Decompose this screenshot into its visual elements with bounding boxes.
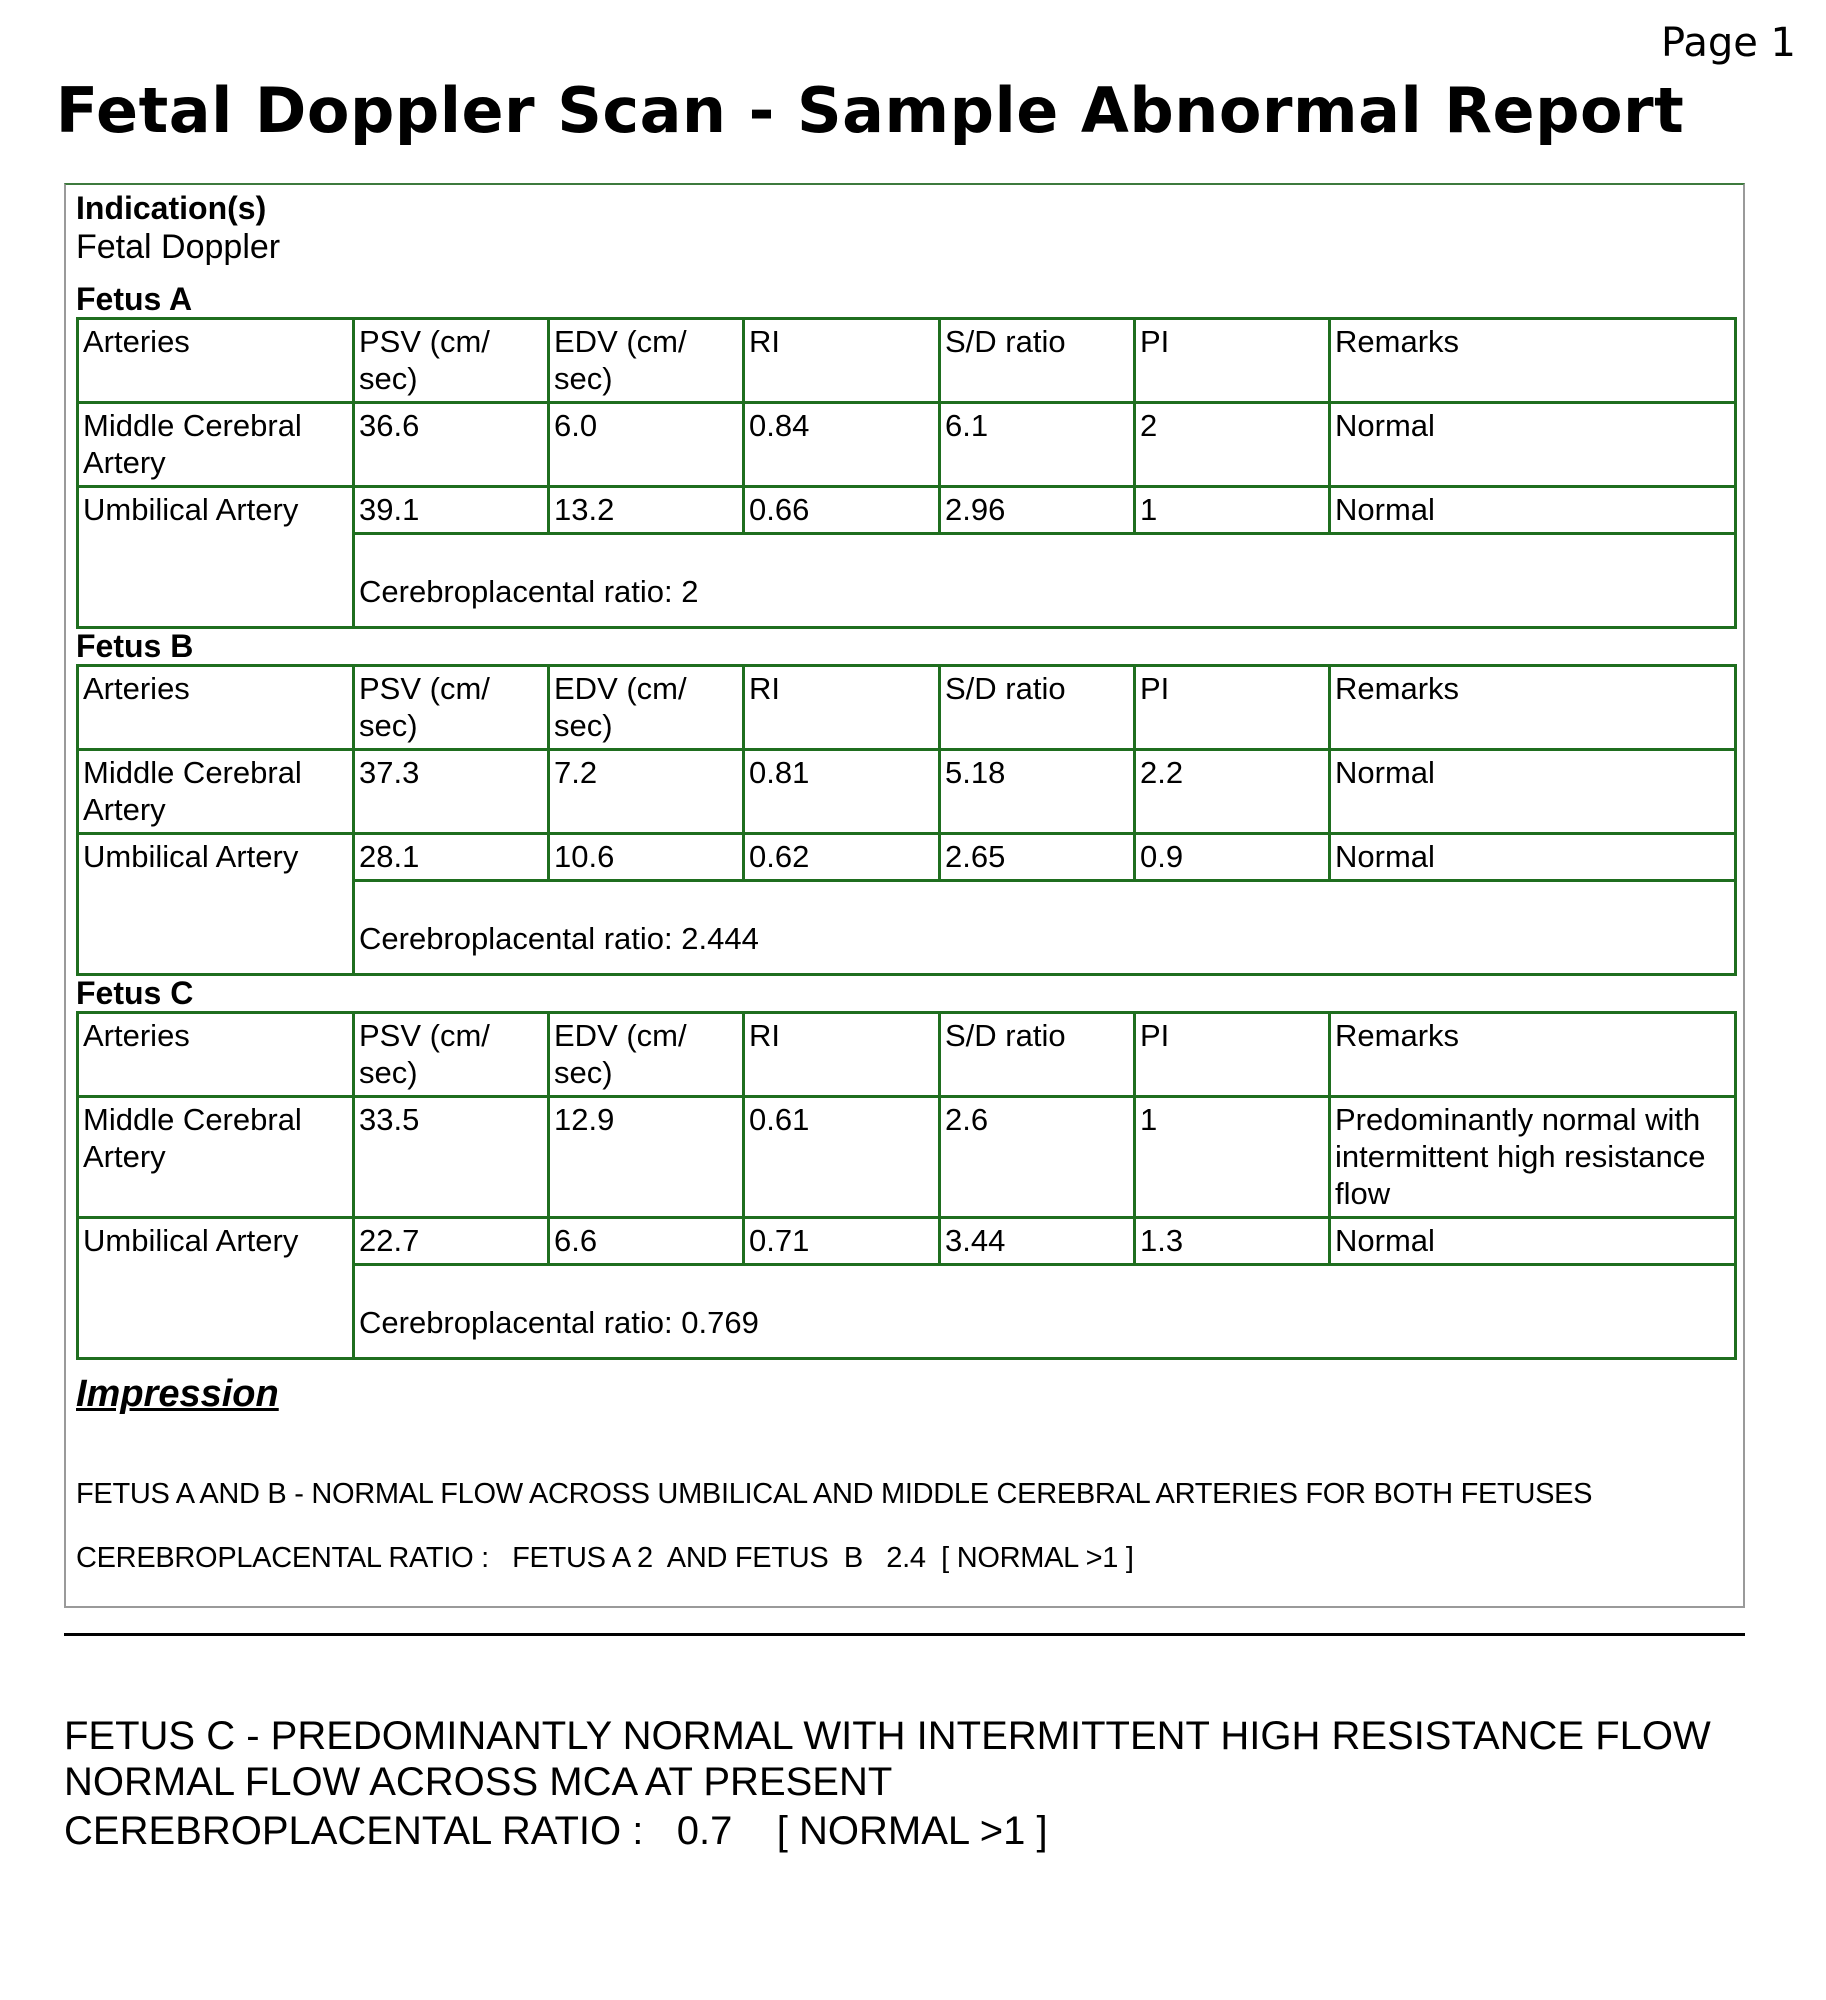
sd-ratio-value: 2.6 <box>940 1097 1135 1218</box>
sd-ratio-value: 6.1 <box>940 403 1135 487</box>
fetus-b-table <box>76 664 1737 976</box>
psv-value: 37.3 <box>354 750 549 834</box>
impression-heading: Impression <box>76 1373 279 1415</box>
table-row <box>78 487 1736 534</box>
ri-value: 0.84 <box>744 403 940 487</box>
header-sd-ratio: S/D ratio <box>940 1013 1135 1097</box>
fetus-b-heading: Fetus B <box>76 628 194 664</box>
header-edv: EDV (cm/ sec) <box>549 1013 744 1097</box>
edv-value: 6.6 <box>549 1218 744 1265</box>
header-pi: PI <box>1135 1013 1330 1097</box>
table-row <box>78 1097 1736 1218</box>
artery-name: Middle Cerebral Artery <box>78 750 354 834</box>
remarks-value: Predominantly normal with intermittent high resistance flow <box>1330 1097 1736 1218</box>
header-ri: RI <box>744 1013 940 1097</box>
psv-value: 39.1 <box>354 487 549 534</box>
fetus-c-note: CEREBROPLACENTAL RATIO : 0.7 [ NORMAL >1 ] <box>64 1809 1048 1853</box>
fetus-c-note: FETUS C - PREDOMINANTLY NORMAL WITH INTERMITTENT HIGH RESISTANCE FLOW <box>64 1714 1711 1758</box>
edv-value: 13.2 <box>549 487 744 534</box>
edv-value: 10.6 <box>549 834 744 881</box>
remarks-value: Normal <box>1330 1218 1736 1265</box>
header-remarks: Remarks <box>1330 1013 1736 1097</box>
table-row <box>78 403 1736 487</box>
cerebroplacental-ratio: Cerebroplacental ratio: 2.444 <box>354 881 1736 975</box>
ri-value: 0.61 <box>744 1097 940 1218</box>
sd-ratio-value: 3.44 <box>940 1218 1135 1265</box>
artery-name: Middle Cerebral Artery <box>78 1097 354 1218</box>
ri-value: 0.71 <box>744 1218 940 1265</box>
table-row <box>78 1218 1736 1265</box>
header-pi: PI <box>1135 666 1330 750</box>
sd-ratio-value: 2.96 <box>940 487 1135 534</box>
header-edv: EDV (cm/ sec) <box>549 666 744 750</box>
artery-name: Middle Cerebral Artery <box>78 403 354 487</box>
cerebroplacental-ratio: Cerebroplacental ratio: 2 <box>354 534 1736 628</box>
header-remarks: Remarks <box>1330 666 1736 750</box>
fetus-c-heading: Fetus C <box>76 975 194 1011</box>
table-header-row <box>78 1013 1736 1097</box>
header-arteries: Arteries <box>78 666 354 750</box>
artery-name: Umbilical Artery <box>78 1218 354 1359</box>
header-ri: RI <box>744 666 940 750</box>
indication-text: Fetal Doppler <box>76 228 281 266</box>
report-title: Fetal Doppler Scan - Sample Abnormal Report <box>55 74 1685 147</box>
header-psv: PSV (cm/ sec) <box>354 1013 549 1097</box>
cerebroplacental-ratio: Cerebroplacental ratio: 0.769 <box>354 1265 1736 1359</box>
divider <box>64 1633 1745 1636</box>
table-row <box>78 834 1736 881</box>
sd-ratio-value: 5.18 <box>940 750 1135 834</box>
edv-value: 12.9 <box>549 1097 744 1218</box>
pi-value: 1 <box>1135 1097 1330 1218</box>
impression-line: CEREBROPLACENTAL RATIO : FETUS A 2 AND FETUS B 2.4 [ NORMAL >1 ] <box>76 1542 1134 1574</box>
remarks-value: Normal <box>1330 403 1736 487</box>
pi-value: 1 <box>1135 487 1330 534</box>
psv-value: 36.6 <box>354 403 549 487</box>
edv-value: 6.0 <box>549 403 744 487</box>
psv-value: 22.7 <box>354 1218 549 1265</box>
pi-value: 2.2 <box>1135 750 1330 834</box>
remarks-value: Normal <box>1330 750 1736 834</box>
header-psv: PSV (cm/ sec) <box>354 319 549 403</box>
remarks-value: Normal <box>1330 834 1736 881</box>
fetus-a-table <box>76 317 1737 629</box>
indication-heading: Indication(s) <box>76 190 267 226</box>
header-arteries: Arteries <box>78 1013 354 1097</box>
header-edv: EDV (cm/ sec) <box>549 319 744 403</box>
impression-line: FETUS A AND B - NORMAL FLOW ACROSS UMBILICAL AND MIDDLE CEREBRAL ARTERIES FOR BOTH FETUSES <box>76 1478 1593 1510</box>
fetus-c-note: NORMAL FLOW ACROSS MCA AT PRESENT <box>64 1760 893 1804</box>
fetus-c-table <box>76 1011 1737 1360</box>
header-psv: PSV (cm/ sec) <box>354 666 549 750</box>
header-sd-ratio: S/D ratio <box>940 666 1135 750</box>
ri-value: 0.81 <box>744 750 940 834</box>
page-number: Page 1 <box>1661 20 1796 66</box>
header-ri: RI <box>744 319 940 403</box>
edv-value: 7.2 <box>549 750 744 834</box>
report-frame <box>64 183 1745 1608</box>
table-header-row <box>78 666 1736 750</box>
pi-value: 0.9 <box>1135 834 1330 881</box>
artery-name: Umbilical Artery <box>78 487 354 628</box>
pi-value: 1.3 <box>1135 1218 1330 1265</box>
psv-value: 28.1 <box>354 834 549 881</box>
header-sd-ratio: S/D ratio <box>940 319 1135 403</box>
header-remarks: Remarks <box>1330 319 1736 403</box>
psv-value: 33.5 <box>354 1097 549 1218</box>
header-arteries: Arteries <box>78 319 354 403</box>
sd-ratio-value: 2.65 <box>940 834 1135 881</box>
pi-value: 2 <box>1135 403 1330 487</box>
ri-value: 0.62 <box>744 834 940 881</box>
artery-name: Umbilical Artery <box>78 834 354 975</box>
remarks-value: Normal <box>1330 487 1736 534</box>
fetus-a-heading: Fetus A <box>76 281 193 317</box>
table-header-row <box>78 319 1736 403</box>
table-row <box>78 750 1736 834</box>
ri-value: 0.66 <box>744 487 940 534</box>
header-pi: PI <box>1135 319 1330 403</box>
